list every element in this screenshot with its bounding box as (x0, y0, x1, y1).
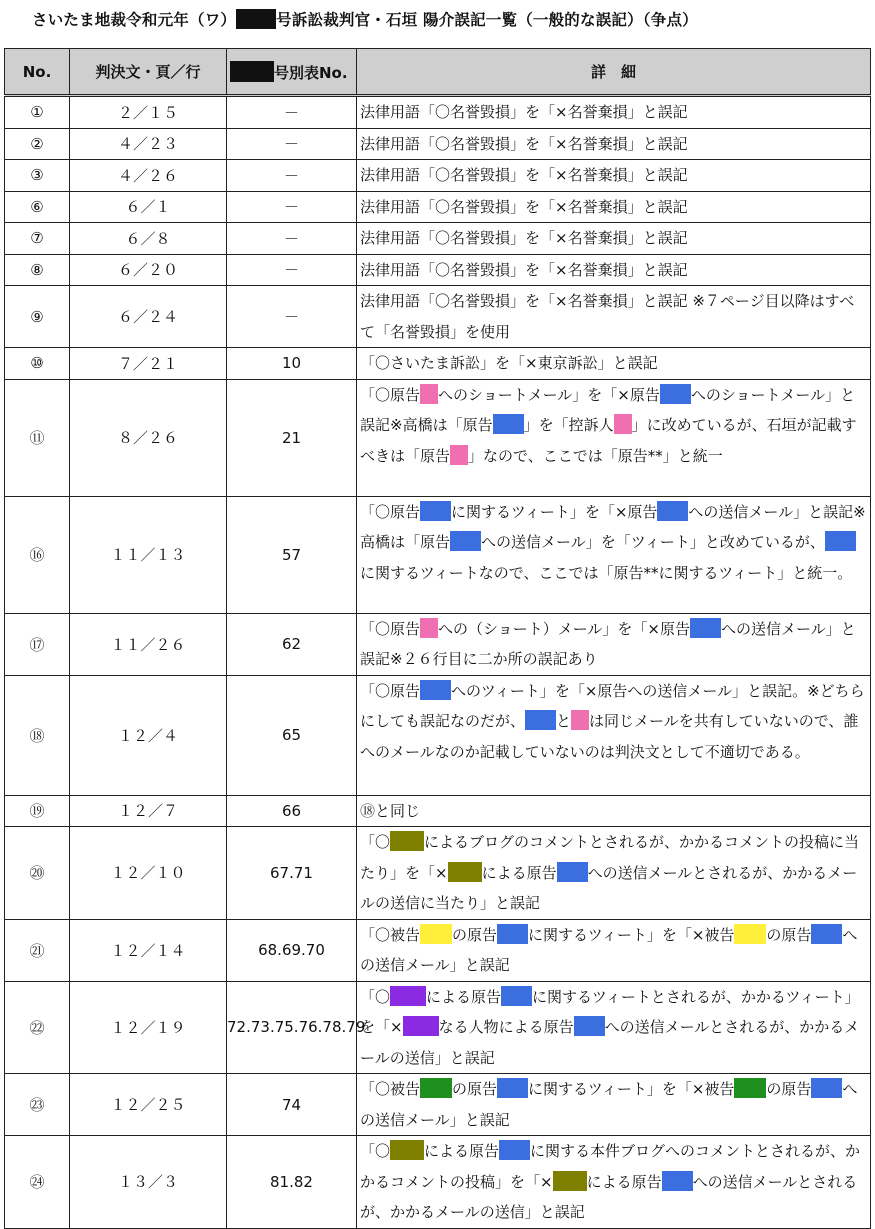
redaction-swatch-blue (811, 924, 842, 944)
detail-text: へのショートメール」を「×原告 (438, 385, 660, 404)
row-table-ref: － (227, 128, 357, 160)
row-table-ref: 65 (227, 675, 357, 795)
row-detail (357, 191, 871, 223)
row-page-line: １１／２６ (70, 613, 227, 675)
detail-text: 「〇 (360, 1142, 391, 1160)
row-detail (357, 919, 871, 981)
row-no: ⑱ (5, 675, 70, 795)
detail-text: 「〇さいたま訴訟」を「×東京訴訟」と誤記 (360, 354, 658, 372)
redaction-swatch-pink (420, 384, 438, 404)
errata-table (4, 48, 871, 1229)
table-row (5, 286, 871, 348)
detail-text: に関するツィート」を「×被告 (528, 1080, 735, 1098)
row-table-ref: 21 (227, 379, 357, 496)
row-no: ② (5, 128, 70, 160)
table-row (5, 160, 871, 192)
detail-text: への送信メールとされるが、かかるメールの送信に当たり」と誤記 (360, 863, 858, 912)
detail-text: 法律用語「〇名誉毀損」を「×名誉棄損」と誤記 (360, 166, 688, 184)
redaction-swatch-blue (657, 501, 688, 521)
row-page-line: １２／４ (70, 675, 227, 795)
row-table-ref: 72.73.75.76.78.79 (227, 981, 357, 1074)
redaction-swatch-blue (660, 384, 691, 404)
detail-text: に関する本件ブログへのコメントとされるが、かかるコメントの投稿」を「× (360, 1142, 861, 1191)
detail-text: 「〇原告 (360, 385, 421, 404)
detail-text: への送信メール」と誤記 (360, 925, 858, 974)
row-table-ref: － (227, 191, 357, 223)
detail-text: への（ショート）メール」を「×原告 (438, 619, 690, 638)
redaction-swatch-purple (403, 1016, 439, 1036)
row-page-line: ７／２１ (70, 348, 227, 380)
redaction-swatch-blue (497, 924, 528, 944)
row-no: ⑳ (5, 827, 70, 920)
detail-text: に関するツィート」を「×被告 (528, 925, 735, 944)
row-page-line: ６／２０ (70, 254, 227, 286)
row-table-ref: 81.82 (227, 1136, 357, 1229)
detail-text: 「〇原告 (360, 502, 421, 521)
redaction-swatch-green (734, 1078, 766, 1098)
table-row (5, 919, 871, 981)
redaction-swatch-blue (420, 501, 451, 521)
row-table-ref: － (227, 286, 357, 348)
row-no: ⑨ (5, 286, 70, 348)
row-table-ref: － (227, 96, 357, 129)
row-page-line: ４／２６ (70, 160, 227, 192)
detail-text: への送信メールとされるが、かかるメールの送信」と誤記 (360, 1018, 860, 1067)
redaction-swatch-blue (811, 1078, 842, 1098)
row-table-ref: 66 (227, 795, 357, 827)
row-table-ref: － (227, 254, 357, 286)
redaction-swatch-blue (662, 1171, 693, 1191)
row-no: ㉑ (5, 919, 70, 981)
row-table-ref: － (227, 223, 357, 255)
table-row (5, 379, 871, 496)
redaction-swatch-purple (390, 986, 426, 1006)
header-detail: 詳 細 (357, 49, 871, 96)
detail-text: への送信メールとされるが、かかるメールの送信」と誤記 (360, 1172, 858, 1221)
table-row (5, 1074, 871, 1136)
redaction-swatch-blue (690, 618, 721, 638)
redaction-swatch-blue (497, 1078, 528, 1098)
redaction-swatch-olive (448, 862, 482, 882)
detail-text: 法律用語「〇名誉毀損」を「×名誉棄損」と誤記 (360, 229, 688, 247)
header-no: No. (5, 49, 70, 96)
detail-text: は同じメールを共有していないので、誰へのメールなのか記載していないのは判決文として不適切である。 (360, 712, 859, 761)
table-row (5, 613, 871, 675)
detail-text: の原告 (766, 1080, 812, 1098)
detail-text: なる人物による原告 (438, 1018, 574, 1036)
row-detail (357, 348, 871, 380)
row-page-line: １２／１４ (70, 919, 227, 981)
detail-text: 」なので、ここでは「原告**」と統一 (468, 446, 723, 465)
detail-text: 「〇被告 (360, 1080, 421, 1098)
row-no: ⑧ (5, 254, 70, 286)
title-prefix: さいたま地裁令和元年（ワ） (32, 11, 237, 29)
row-detail (357, 613, 871, 675)
detail-text: 法律用語「〇名誉毀損」を「×名誉棄損」と誤記 (360, 197, 688, 216)
table-row (5, 795, 871, 827)
row-detail (357, 675, 871, 795)
row-no: ⑪ (5, 379, 70, 496)
row-detail (357, 827, 871, 920)
detail-text: と (556, 712, 572, 730)
detail-text: ⑱と同じ (360, 801, 421, 820)
redaction-swatch-blue (493, 414, 524, 434)
row-no: ① (5, 96, 70, 129)
row-no: ③ (5, 160, 70, 192)
row-detail (357, 96, 871, 129)
row-detail (357, 795, 871, 827)
row-page-line: ６／８ (70, 223, 227, 255)
row-page-line: １１／１３ (70, 496, 227, 613)
table-row (5, 981, 871, 1074)
title-suffix: 号訴訟裁判官・石垣 陽介誤記一覧（一般的な誤記）（争点） (276, 11, 698, 29)
row-page-line: ４／２３ (70, 128, 227, 160)
table-row (5, 827, 871, 920)
detail-text: の原告 (452, 925, 498, 944)
redaction-swatch-yellow (734, 924, 766, 944)
detail-text: への送信メール」を「ツィート」と改めているが、 (481, 533, 825, 551)
row-page-line: ６／２４ (70, 286, 227, 348)
row-table-ref: 57 (227, 496, 357, 613)
row-table-ref: 67.71 (227, 827, 357, 920)
row-detail (357, 379, 871, 496)
table-row (5, 1136, 871, 1229)
redaction-swatch-olive (390, 1140, 424, 1160)
row-page-line: １３／３ (70, 1136, 227, 1229)
redaction-swatch-blue (574, 1016, 605, 1036)
row-page-line: ６／１ (70, 191, 227, 223)
redaction-swatch-blue (501, 986, 532, 1006)
detail-text: 法律用語「〇名誉毀損」を「×名誉棄損」と誤記 (360, 103, 688, 121)
detail-text: によるブログのコメントとされるが、かかるコメントの投稿に当たり」を「× (360, 833, 860, 882)
detail-text: へのショートメール」と誤記※高橋は「原告 (360, 385, 856, 434)
redaction-swatch-blue (499, 1140, 530, 1160)
row-table-ref: 62 (227, 613, 357, 675)
row-table-ref: 10 (227, 348, 357, 380)
redaction-block (230, 61, 274, 82)
row-no: ⑥ (5, 191, 70, 223)
header-table-ref-label: 号別表No. (274, 63, 348, 82)
detail-text: の原告 (766, 925, 812, 944)
row-detail (357, 1136, 871, 1229)
detail-text: 法律用語「〇名誉毀損」を「×名誉棄損」と誤記 (360, 134, 688, 153)
table-header (5, 49, 871, 96)
row-no: ㉒ (5, 981, 70, 1074)
table-row (5, 191, 871, 223)
row-detail (357, 286, 871, 348)
row-no: ⑲ (5, 795, 70, 827)
redaction-swatch-olive (553, 1171, 587, 1191)
row-page-line: ２／１５ (70, 96, 227, 129)
row-no: ㉓ (5, 1074, 70, 1136)
row-page-line: １２／１０ (70, 827, 227, 920)
document-title (32, 8, 698, 30)
row-no: ⑦ (5, 223, 70, 255)
row-detail (357, 254, 871, 286)
redaction-swatch-blue (557, 862, 588, 882)
row-table-ref: 68.69.70 (227, 919, 357, 981)
redaction-swatch-pink (571, 710, 589, 730)
detail-text: 「〇 (360, 833, 391, 851)
detail-text: による原告 (586, 1172, 662, 1191)
table-row (5, 254, 871, 286)
header-page-line: 判決文・頁／行 (70, 49, 227, 96)
detail-text: に関するツィート」を「×原告 (451, 502, 658, 521)
row-table-ref: 74 (227, 1074, 357, 1136)
table-row (5, 675, 871, 795)
redaction-swatch-blue (420, 680, 451, 700)
detail-text: 「〇被告 (360, 925, 421, 944)
row-detail (357, 1074, 871, 1136)
row-detail (357, 160, 871, 192)
table-row (5, 223, 871, 255)
table-row (5, 348, 871, 380)
detail-text: 法律用語「〇名誉毀損」を「×名誉棄損」と誤記 ※７ページ目以降はすべて「名誉毀損」を使用 (360, 292, 855, 341)
table-row (5, 96, 871, 129)
detail-text: 」に改めているが、石垣が記載すべきは「原告 (360, 416, 857, 465)
detail-text: へのツィート」を「×原告への送信メール」と誤記。※どちらにしても誤記なのだが、 (360, 681, 865, 730)
row-no: ㉔ (5, 1136, 70, 1229)
table-row (5, 128, 871, 160)
row-no: ⑰ (5, 613, 70, 675)
row-page-line: ８／２６ (70, 379, 227, 496)
detail-text: への送信メール」と誤記※高橋は「原告 (360, 502, 866, 551)
table-body (5, 96, 871, 1229)
row-detail (357, 496, 871, 613)
detail-text: に関するツィートなので、ここでは「原告**に関するツィート」と統一。 (360, 563, 853, 582)
redaction-swatch-olive (390, 831, 424, 851)
row-detail (357, 981, 871, 1074)
redaction-swatch-yellow (420, 924, 452, 944)
redaction-block (236, 9, 276, 29)
detail-text: への送信メール」と誤記 (360, 1080, 858, 1129)
row-detail (357, 223, 871, 255)
row-no: ⑩ (5, 348, 70, 380)
row-page-line: １２／７ (70, 795, 227, 827)
redaction-swatch-blue (825, 531, 856, 551)
redaction-swatch-blue (450, 531, 481, 551)
header-table-ref (227, 49, 357, 96)
detail-text: に関するツィートとされるが、かかるツィート」を「× (360, 987, 860, 1036)
detail-text: 法律用語「〇名誉毀損」を「×名誉棄損」と誤記 (360, 260, 688, 279)
detail-text: 」を「控訴人 (523, 416, 614, 434)
detail-text: 「〇 (360, 987, 391, 1006)
detail-text: 「〇原告 (360, 681, 421, 700)
row-detail (357, 128, 871, 160)
detail-text: による原告 (426, 987, 502, 1006)
redaction-swatch-pink (450, 445, 468, 465)
redaction-swatch-green (420, 1078, 452, 1098)
redaction-swatch-pink (614, 414, 632, 434)
detail-text: による原告 (424, 1142, 500, 1160)
row-page-line: １２／１９ (70, 981, 227, 1074)
redaction-swatch-pink (420, 618, 438, 638)
detail-text: の原告 (452, 1080, 498, 1098)
redaction-swatch-blue (525, 710, 556, 730)
row-table-ref: － (227, 160, 357, 192)
detail-text: 「〇原告 (360, 619, 421, 638)
row-no: ⑯ (5, 496, 70, 613)
row-page-line: １２／２５ (70, 1074, 227, 1136)
table-row (5, 496, 871, 613)
detail-text: による原告 (481, 863, 557, 882)
detail-text: への送信メール」と誤記※２６行目に二か所の誤記あり (360, 619, 856, 668)
